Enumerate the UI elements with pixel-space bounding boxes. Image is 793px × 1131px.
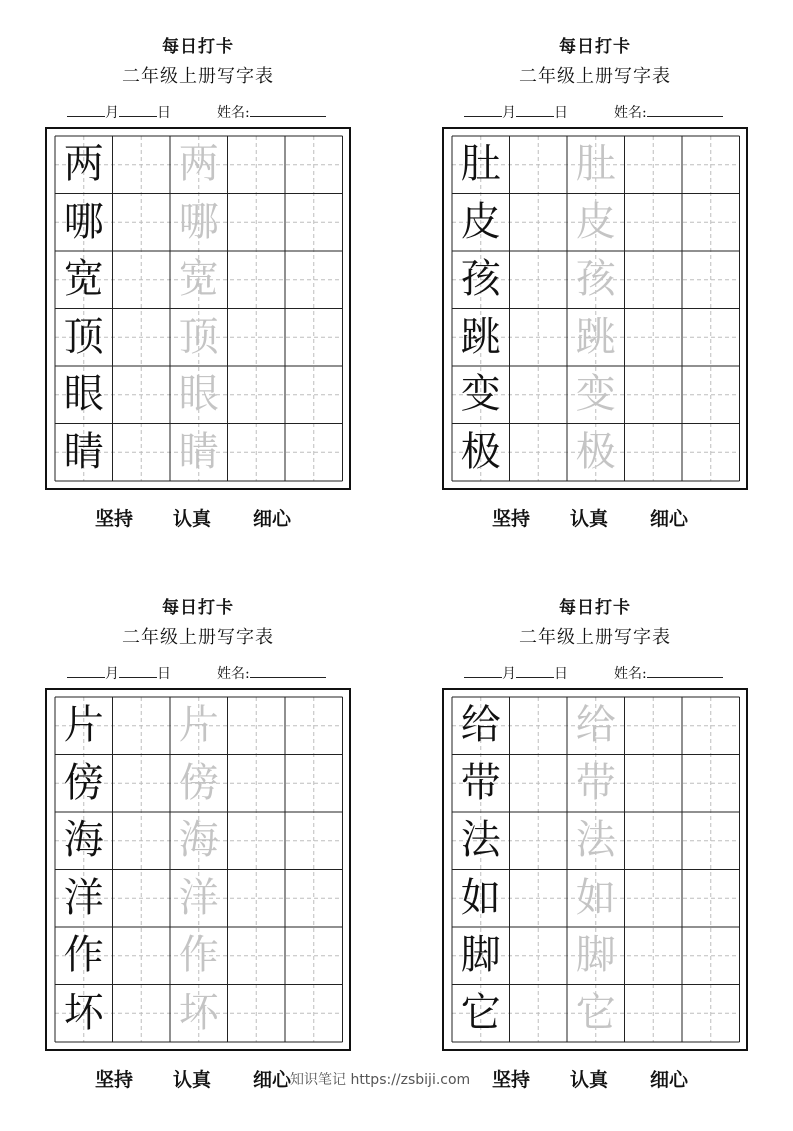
model-character: 坏 xyxy=(63,989,104,1036)
month-label: 月 xyxy=(502,105,516,121)
model-character: 带 xyxy=(460,759,501,806)
date-name-line xyxy=(464,663,748,685)
sheet-title: 每日打卡 xyxy=(162,37,234,57)
month-blank[interactable] xyxy=(67,102,105,117)
sheet-title: 每日打卡 xyxy=(559,37,631,57)
motto-persist: 坚持 xyxy=(492,508,531,530)
watermark: 知识笔记 https://zsbiji.com xyxy=(290,1072,471,1088)
name-label: 姓名: xyxy=(217,105,250,121)
sheet-subtitle: 二年级上册写字表 xyxy=(122,627,274,648)
sheet-subtitle: 二年级上册写字表 xyxy=(519,627,671,648)
day-label: 日 xyxy=(554,666,568,682)
motto-persist: 坚持 xyxy=(95,508,134,530)
month-label: 月 xyxy=(105,666,119,682)
model-character: 睛 xyxy=(63,428,104,475)
trace-character: 眼 xyxy=(178,371,219,417)
model-character: 作 xyxy=(63,932,104,978)
trace-character: 坏 xyxy=(178,989,219,1036)
model-character: 傍 xyxy=(63,759,104,806)
model-character: 顶 xyxy=(63,313,104,360)
writing-grid xyxy=(442,127,748,490)
day-blank[interactable] xyxy=(119,663,157,678)
date-name-line xyxy=(67,663,351,685)
motto xyxy=(442,504,748,530)
trace-character: 它 xyxy=(575,989,616,1036)
trace-character: 傍 xyxy=(178,759,219,806)
trace-character: 洋 xyxy=(178,874,219,921)
motto-careful: 细心 xyxy=(650,1069,689,1091)
trace-character: 皮 xyxy=(575,198,616,245)
model-character: 哪 xyxy=(63,198,104,245)
trace-character: 两 xyxy=(178,141,219,187)
motto-earnest: 认真 xyxy=(173,1069,212,1091)
model-character: 两 xyxy=(63,141,104,187)
name-blank[interactable] xyxy=(647,663,723,678)
model-character: 片 xyxy=(63,702,104,748)
name-blank[interactable] xyxy=(250,102,326,117)
trace-character: 肚 xyxy=(575,141,616,187)
trace-character: 跳 xyxy=(575,313,616,360)
trace-character: 法 xyxy=(575,817,616,863)
practice-sheet-3 xyxy=(45,591,351,1131)
month-blank[interactable] xyxy=(464,663,502,678)
motto-persist: 坚持 xyxy=(95,1069,134,1091)
trace-character: 片 xyxy=(178,702,219,748)
trace-character: 睛 xyxy=(178,428,219,475)
model-character: 脚 xyxy=(460,932,501,978)
month-blank[interactable] xyxy=(67,663,105,678)
trace-character: 给 xyxy=(575,702,616,748)
writing-grid xyxy=(45,688,351,1051)
day-label: 日 xyxy=(157,105,171,121)
trace-character: 脚 xyxy=(575,932,616,978)
motto-earnest: 认真 xyxy=(173,508,212,530)
model-character: 皮 xyxy=(460,198,501,245)
sheet-subtitle: 二年级上册写字表 xyxy=(519,66,671,87)
motto-careful: 细心 xyxy=(650,508,689,530)
sheet-title: 每日打卡 xyxy=(162,598,234,618)
model-character: 宽 xyxy=(63,256,104,302)
date-name-line xyxy=(464,102,748,124)
trace-character: 带 xyxy=(575,759,616,806)
model-character: 如 xyxy=(460,874,501,921)
month-blank[interactable] xyxy=(464,102,502,117)
day-label: 日 xyxy=(157,666,171,682)
trace-character: 如 xyxy=(575,874,616,921)
trace-character: 宽 xyxy=(178,256,219,302)
trace-character: 极 xyxy=(575,428,616,475)
name-blank[interactable] xyxy=(647,102,723,117)
name-label: 姓名: xyxy=(614,105,647,121)
sheet-title: 每日打卡 xyxy=(559,598,631,618)
name-label: 姓名: xyxy=(217,666,250,682)
name-label: 姓名: xyxy=(614,666,647,682)
motto-earnest: 认真 xyxy=(570,1069,609,1091)
writing-grid xyxy=(45,127,351,490)
model-character: 洋 xyxy=(63,874,104,921)
practice-sheet-1 xyxy=(45,30,351,570)
motto xyxy=(442,1065,748,1091)
model-character: 变 xyxy=(460,371,501,417)
model-character: 给 xyxy=(460,702,501,748)
motto xyxy=(45,504,351,530)
model-character: 法 xyxy=(460,817,501,863)
trace-character: 孩 xyxy=(575,256,616,302)
month-label: 月 xyxy=(105,105,119,121)
motto-earnest: 认真 xyxy=(570,508,609,530)
day-blank[interactable] xyxy=(516,663,554,678)
model-character: 它 xyxy=(460,989,501,1036)
trace-character: 作 xyxy=(178,932,219,978)
model-character: 肚 xyxy=(460,141,501,187)
motto-persist: 坚持 xyxy=(492,1069,531,1091)
name-blank[interactable] xyxy=(250,663,326,678)
month-label: 月 xyxy=(502,666,516,682)
trace-character: 哪 xyxy=(178,198,219,245)
motto-careful: 细心 xyxy=(253,508,292,530)
trace-character: 变 xyxy=(575,371,616,417)
date-name-line xyxy=(67,102,351,124)
trace-character: 顶 xyxy=(178,313,219,360)
motto-careful: 细心 xyxy=(253,1069,292,1091)
trace-character: 海 xyxy=(178,817,219,863)
day-blank[interactable] xyxy=(119,102,157,117)
sheet-subtitle: 二年级上册写字表 xyxy=(122,66,274,87)
model-character: 孩 xyxy=(460,256,501,302)
model-character: 极 xyxy=(460,428,501,475)
model-character: 海 xyxy=(63,817,104,863)
writing-grid xyxy=(442,688,748,1051)
day-blank[interactable] xyxy=(516,102,554,117)
practice-sheet-4 xyxy=(442,591,748,1131)
practice-sheet-2 xyxy=(442,30,748,570)
day-label: 日 xyxy=(554,105,568,121)
model-character: 跳 xyxy=(460,313,501,360)
model-character: 眼 xyxy=(63,371,104,417)
